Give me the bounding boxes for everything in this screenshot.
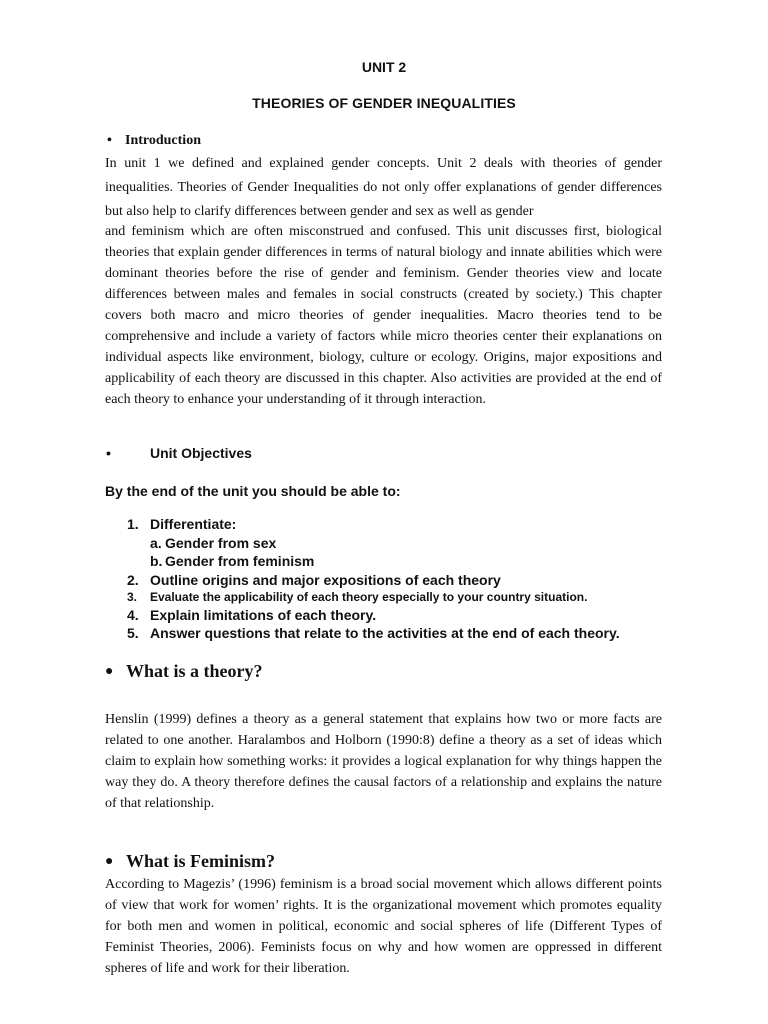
objective-sub-text: Gender from sex <box>165 535 277 551</box>
unit-objectives-heading <box>106 445 252 461</box>
objective-number: 3. <box>127 590 138 604</box>
introduction-paragraph-2: and feminism which are often misconstrued and confused. This unit discusses first, biological theories that explain gender differences in terms of natural biology and innate abilities which were dominant theories before the rise of gender and feminism. Gender theories view and locate differences between males and females in social constructs (created by society.) This chapter covers both macro and micro theories of gender inequalities. Macro theories tend to be comprehensive and include a variety of factors while micro theories center their explanations on individual aspects like environment, biology, culture or ecology. Origins, major expositions and applicability of each theory are discussed in this chapter. Also activities are provided at the end of each theory to enhance your understanding of it through interaction. <box>105 224 662 407</box>
objective-text: Evaluate the applicability of each theory especially to your country situation. <box>150 590 588 604</box>
bullet-icon: • <box>107 133 112 148</box>
objective-text: Outline origins and major expositions of each theory <box>150 572 501 588</box>
bullet-icon: • <box>106 445 111 461</box>
objective-number: 1. <box>127 516 139 532</box>
objective-text: Explain limitations of each theory. <box>150 607 377 623</box>
objective-number: 5. <box>127 625 139 641</box>
objectives-lead-in: By the end of the unit you should be able to: <box>105 483 401 499</box>
bullet-icon: ● <box>105 854 114 869</box>
unit-subtitle: THEORIES OF GENDER INEQUALITIES <box>252 95 516 111</box>
feminism-heading-text: What is Feminism? <box>126 851 276 871</box>
feminism-paragraph: According to Magezis’ (1996) feminism is a broad social movement which allows different points of view that work for women’ rights. It is the organizational movement which promotes equality for both men and women in political, economic and social spheres of life (Different Types of Feminist Theories, 2006). Feminists focus on why and how women are oppressed in different spheres of life and work for their liberation. <box>105 877 662 976</box>
objective-number: 4. <box>127 607 139 623</box>
theory-paragraph: Henslin (1999) defines a theory as a general statement that explains how two or more facts are related to one another. Haralambos and Holborn (1990:8) define a theory as a set of ideas which claim to explain how something works: it provides a logical explanation for why things happen the way they do. A theory therefore defines the causal factors of a relationship and explains the nature of that relationship. <box>105 712 662 811</box>
unit-title: UNIT 2 <box>361 59 407 75</box>
feminism-heading <box>105 851 276 872</box>
bullet-icon: ● <box>105 664 114 679</box>
objective-sub-letter: b. <box>150 553 163 569</box>
unit-objectives-heading-text: Unit Objectives <box>150 445 252 461</box>
introduction-paragraph-1: In unit 1 we defined and explained gender concepts. Unit 2 deals with theories of gender inequalities. Theories of Gender Inequalities do not only offer explanations of gender differences but also help to clarify differences between gender and sex as well as gender <box>105 156 662 219</box>
objective-sub-text: Gender from feminism <box>165 553 315 569</box>
introduction-heading-text: Introduction <box>125 133 201 148</box>
objective-text: Differentiate: <box>150 516 237 532</box>
objective-text: Answer questions that relate to the activities at the end of each theory. <box>150 625 620 641</box>
theory-heading <box>105 661 263 682</box>
objective-sub-letter: a. <box>150 535 162 551</box>
introduction-heading <box>107 133 201 149</box>
theory-heading-text: What is a theory? <box>126 661 263 681</box>
objective-number: 2. <box>127 572 139 588</box>
